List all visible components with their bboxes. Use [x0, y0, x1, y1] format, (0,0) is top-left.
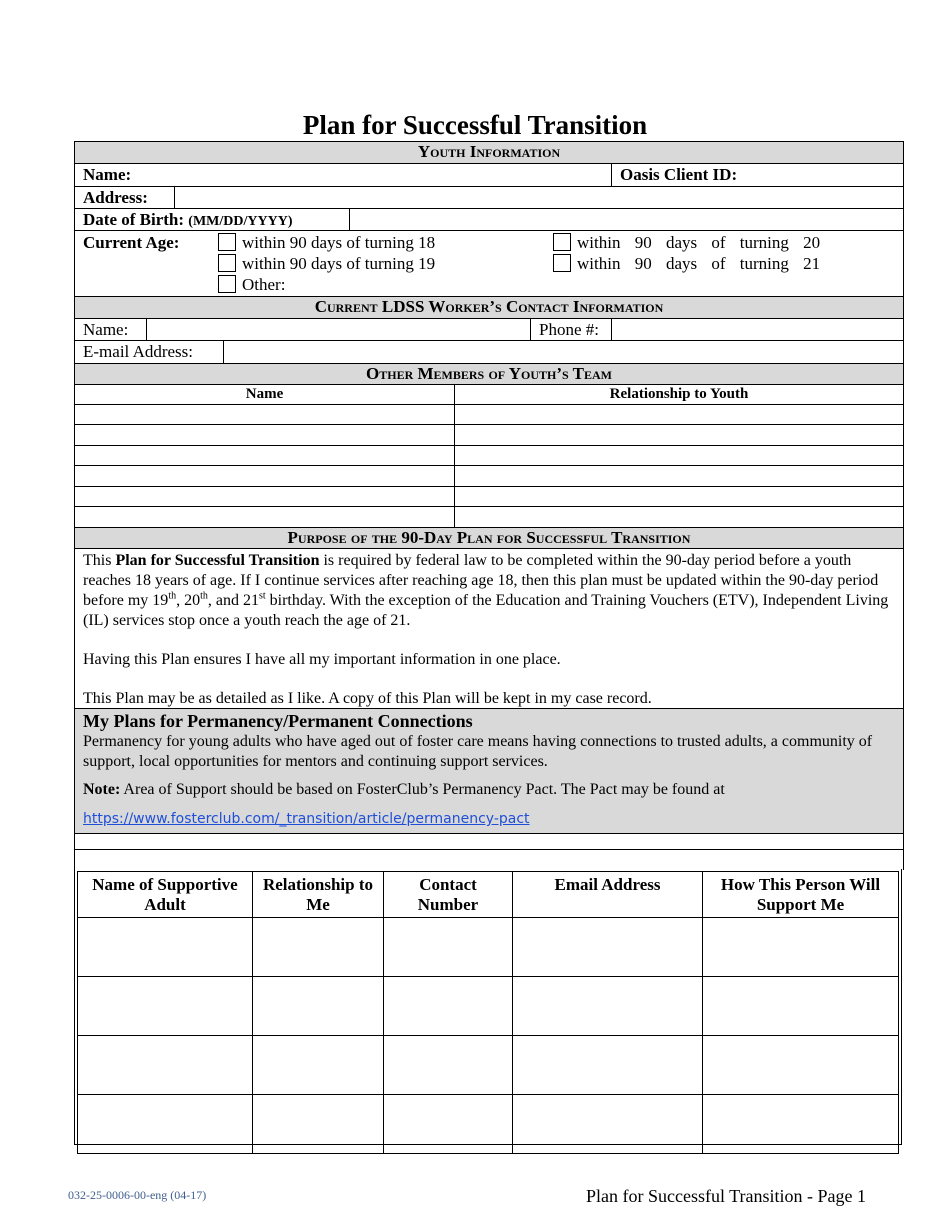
table-cell[interactable] — [703, 918, 899, 977]
permanency-pact-link[interactable]: https://www.fosterclub.com/_transition/article/permanency-pact — [83, 811, 530, 827]
table-cell[interactable] — [513, 1036, 703, 1095]
address-label: Address: — [75, 187, 175, 208]
page-footer: Plan for Successful Transition - Page 1 — [586, 1186, 866, 1206]
col-relationship: Relationship to Me — [253, 872, 384, 918]
table-cell[interactable] — [78, 918, 253, 977]
team-relationship-input[interactable] — [455, 487, 903, 506]
table-row — [78, 977, 899, 1036]
checkbox-icon[interactable] — [553, 233, 571, 251]
blank-row — [75, 834, 903, 850]
oasis-client-id-field[interactable]: Oasis Client ID: — [620, 165, 738, 184]
team-name-input[interactable] — [75, 507, 455, 527]
team-row — [75, 487, 903, 507]
purpose-heading: Purpose of the 90-Day Plan for Successful Transition — [75, 528, 903, 549]
team-name-input[interactable] — [75, 425, 455, 445]
table-cell[interactable] — [513, 1095, 703, 1154]
col-supportive-adult: Name of Supportive Adult — [78, 872, 253, 918]
permanency-section — [75, 709, 903, 834]
team-name-input[interactable] — [75, 446, 455, 465]
team-relationship-input[interactable] — [455, 446, 903, 465]
table-cell[interactable] — [384, 918, 513, 977]
table-cell[interactable] — [703, 977, 899, 1036]
worker-phone-label: Phone #: — [531, 319, 612, 340]
dob-input[interactable] — [350, 209, 903, 230]
team-heading: Other Members of Youth’s Team — [75, 364, 903, 385]
team-row — [75, 405, 903, 425]
team-col-name: Name — [75, 385, 455, 404]
table-cell[interactable] — [78, 1036, 253, 1095]
table-cell[interactable] — [78, 977, 253, 1036]
team-row — [75, 446, 903, 466]
table-cell[interactable] — [513, 977, 703, 1036]
worker-phone-input[interactable] — [612, 319, 903, 340]
table-cell[interactable] — [253, 918, 384, 977]
worker-heading: Current LDSS Worker’s Contact Information — [75, 297, 903, 319]
youth-name-field[interactable]: Name: — [75, 164, 612, 186]
table-cell[interactable] — [384, 1095, 513, 1154]
worker-email-label: E-mail Address: — [75, 341, 224, 363]
table-cell[interactable] — [384, 977, 513, 1036]
worker-email-input[interactable] — [224, 341, 903, 363]
col-contact-number: Contact Number — [384, 872, 513, 918]
blank-row — [75, 850, 903, 870]
purpose-text: This Plan for Successful Transition is required by federal law to be completed within the 90-day period before a youth reaches 18 years of age. If I continue services after reaching age 18, then this plan must be updated within the 90-day period before my 19th, 20th, and 21st birthday. With the exception of the Education and Training Vouchers (ETV), Independent Living (IL) services stop once a youth reach the age of 21. Having this Plan ensures I have all my important information in one place. This Plan may be as detailed as I like. A copy of this Plan will be kept in my case record. — [75, 549, 903, 709]
form-frame — [74, 141, 904, 870]
page-title: Plan for Successful Transition — [302, 110, 648, 140]
table-cell[interactable] — [253, 977, 384, 1036]
current-age-options — [83, 232, 895, 295]
team-name-input[interactable] — [75, 487, 455, 506]
current-age-label: Current Age: — [83, 233, 180, 252]
form-code: 032-25-0006-00-eng (04-17) — [68, 1188, 207, 1202]
table-row — [78, 1095, 899, 1154]
team-row — [75, 425, 903, 446]
table-cell[interactable] — [384, 1036, 513, 1095]
team-relationship-input[interactable] — [455, 405, 903, 424]
checkbox-icon[interactable] — [218, 233, 236, 251]
table-cell[interactable] — [253, 1036, 384, 1095]
team-col-relationship: Relationship to Youth — [609, 386, 749, 402]
team-row — [75, 507, 903, 528]
table-cell[interactable] — [703, 1095, 899, 1154]
team-name-input[interactable] — [75, 466, 455, 486]
table-cell[interactable] — [703, 1036, 899, 1095]
team-relationship-input[interactable] — [455, 425, 903, 445]
table-cell[interactable] — [253, 1095, 384, 1154]
age-option-other[interactable]: Other: — [218, 274, 553, 295]
permanency-title: My Plans for Permanency/Permanent Connections — [83, 711, 473, 731]
permanency-text: Permanency for young adults who have aged out of foster care means having connections to trusted adults, a community of support, local opportunities for mentors and continuing support services. — [83, 733, 873, 770]
table-row — [78, 1036, 899, 1095]
col-how-support: How This Person Will Support Me — [703, 872, 899, 918]
team-relationship-input[interactable] — [455, 466, 903, 486]
address-input[interactable] — [175, 187, 903, 208]
age-option-19[interactable]: within 90 days of turning 19 — [218, 253, 553, 274]
team-name-input[interactable] — [75, 405, 455, 424]
table-cell[interactable] — [513, 918, 703, 977]
table-row — [78, 918, 899, 977]
dob-label: Date of Birth: (MM/DD/YYYY) — [75, 209, 350, 230]
col-email: Email Address — [513, 872, 703, 918]
table-cell[interactable] — [78, 1095, 253, 1154]
worker-name-label: Name: — [75, 319, 147, 340]
checkbox-icon[interactable] — [218, 254, 236, 272]
age-option-21[interactable]: within 90 days of turning 21 — [553, 253, 895, 274]
age-option-20[interactable]: within 90 days of turning 20 — [553, 232, 895, 253]
team-relationship-input[interactable] — [455, 507, 903, 527]
permanency-note: Note: Area of Support should be based on FosterClub’s Permanency Pact. The Pact may be found at — [83, 781, 725, 798]
supportive-adults-table — [77, 871, 899, 1154]
team-row — [75, 466, 903, 487]
youth-info-heading: Youth Information — [75, 142, 903, 164]
checkbox-icon[interactable] — [218, 275, 236, 293]
worker-name-input[interactable] — [147, 319, 531, 340]
checkbox-icon[interactable] — [553, 254, 571, 272]
age-option-18[interactable]: within 90 days of turning 18 — [218, 232, 553, 253]
